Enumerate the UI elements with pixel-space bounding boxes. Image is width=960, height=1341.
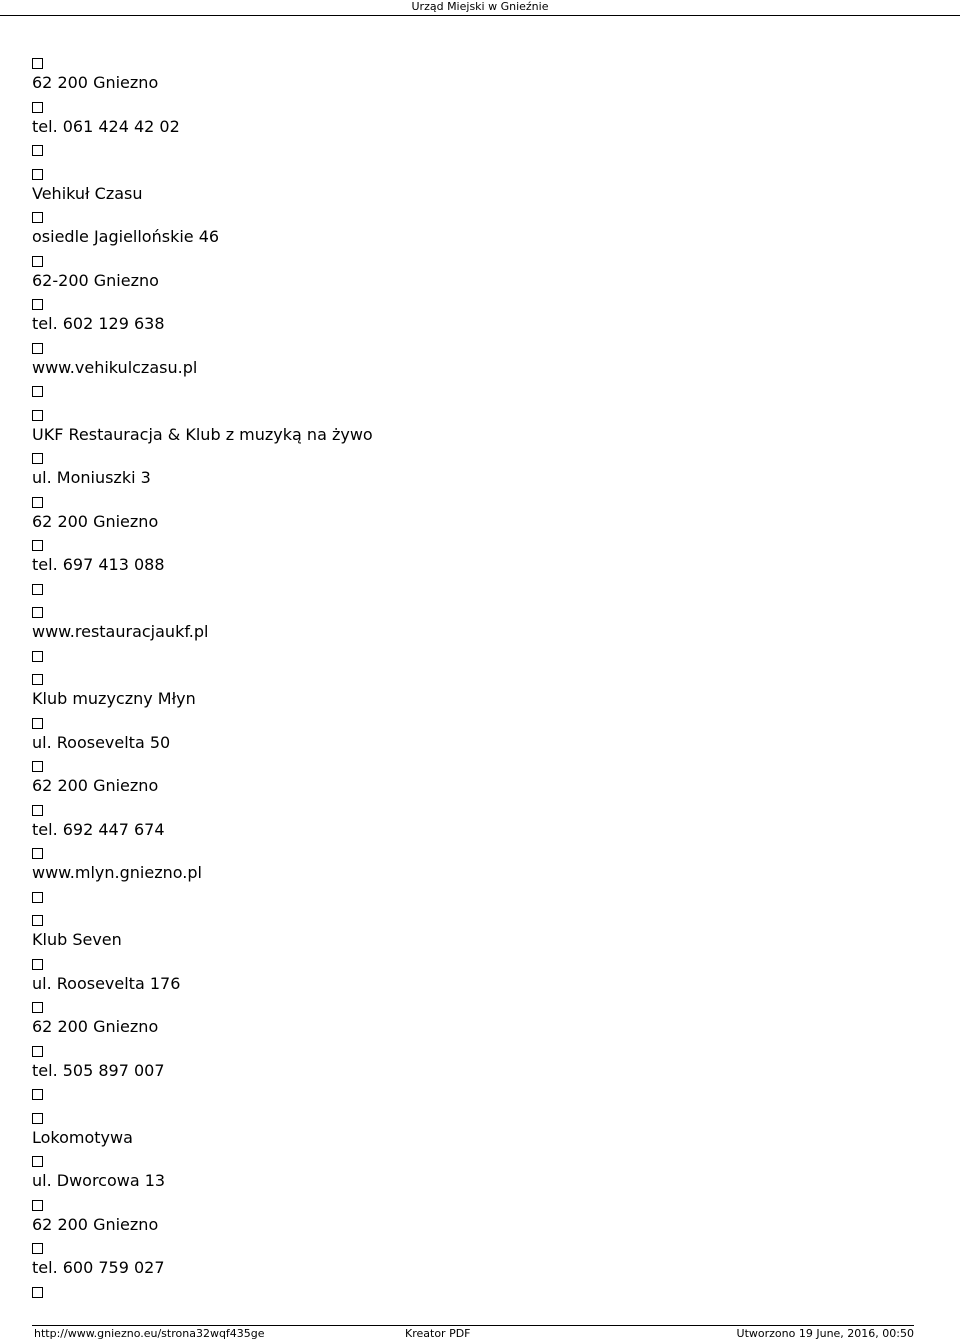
list-item [32, 959, 940, 1000]
bullet-square-icon [32, 343, 43, 354]
list-item [32, 584, 940, 605]
list-item [32, 1089, 940, 1110]
bullet-square-icon [32, 607, 43, 618]
list-item [32, 453, 940, 494]
bullet-square-icon [32, 212, 43, 223]
page-header [0, 0, 960, 16]
list-item-text: ul. Roosevelta 176 [32, 973, 181, 993]
list-item [32, 299, 940, 340]
list-item-text: Lokomotywa [32, 1127, 133, 1147]
footer-creator: Kreator PDF [405, 1327, 471, 1340]
bullet-square-icon [32, 674, 43, 685]
list-item-text: tel. 600 759 027 [32, 1258, 165, 1277]
list-item [32, 1113, 940, 1154]
list-item [32, 607, 940, 648]
bullet-square-icon [32, 497, 43, 508]
list-item [32, 761, 940, 802]
list-item [32, 892, 940, 913]
bullet-square-icon [32, 761, 43, 772]
bullet-square-icon [32, 256, 43, 267]
bullet-square-icon [32, 1113, 43, 1124]
list-item [32, 1046, 940, 1087]
list-item-text: www.restauracjaukf.pl [32, 622, 209, 641]
list-item-text: 62 200 Gniezno [32, 73, 159, 92]
bullet-square-icon [32, 1156, 43, 1167]
list-item-text: 62 200 Gniezno [32, 1017, 159, 1036]
bullet-square-icon [32, 410, 43, 421]
bullet-square-icon [32, 915, 43, 926]
footer-created-date: Utworzono 19 June, 2016, 00:50 [736, 1327, 914, 1340]
list-item-text: www.vehikulczasu.pl [32, 357, 198, 377]
document-body [32, 55, 940, 1307]
list-item [32, 915, 940, 956]
list-item-text: ul. Moniuszki 3 [32, 468, 151, 487]
list-item-text: 62 200 Gniezno [32, 776, 159, 795]
list-item [32, 805, 940, 846]
list-item [32, 1243, 940, 1284]
bullet-square-icon [32, 805, 43, 816]
list-item-text: Klub Seven [32, 930, 122, 949]
list-item-text: tel. 697 413 088 [32, 555, 165, 574]
list-item [32, 169, 940, 210]
list-item [32, 1287, 940, 1308]
list-item [32, 102, 940, 143]
list-item [32, 410, 940, 451]
list-item-text: 62 200 Gniezno [32, 511, 159, 531]
bullet-square-icon [32, 102, 43, 113]
list-item-text: www.mlyn.gniezno.pl [32, 863, 202, 882]
list-item-text: UKF Restauracja & Klub z muzyką na żywo [32, 424, 373, 444]
list-item-text: Vehikuł Czasu [32, 183, 143, 203]
bullet-square-icon [32, 892, 43, 903]
footer-url: http://www.gniezno.eu/strona32wqf435ge [34, 1327, 265, 1340]
bullet-square-icon [32, 1243, 43, 1254]
bullet-square-icon [32, 1002, 43, 1013]
list-item-text: ul. Dworcowa 13 [32, 1171, 166, 1190]
list-item-text: ul. Roosevelta 50 [32, 732, 171, 752]
bullet-square-icon [32, 1089, 43, 1100]
bullet-square-icon [32, 169, 43, 180]
bullet-square-icon [32, 299, 43, 310]
list-item [32, 1200, 940, 1241]
list-item [32, 145, 940, 166]
list-item-text: tel. 061 424 42 02 [32, 116, 180, 136]
list-item [32, 497, 940, 538]
list-item [32, 256, 940, 297]
bullet-square-icon [32, 145, 43, 156]
bullet-square-icon [32, 58, 43, 69]
bullet-square-icon [32, 453, 43, 464]
list-item-text: tel. 692 447 674 [32, 819, 165, 839]
bullet-square-icon [32, 651, 43, 662]
list-item-text: 62-200 Gniezno [32, 270, 159, 290]
list-item-text: osiedle Jagiellońskie 46 [32, 227, 220, 246]
header-title: Urząd Miejski w Gnieźnie [411, 0, 549, 13]
list-item [32, 1156, 940, 1197]
page-footer [32, 1325, 914, 1341]
list-item-text: tel. 505 897 007 [32, 1060, 165, 1080]
list-item [32, 386, 940, 407]
list-item [32, 212, 940, 253]
list-item [32, 651, 940, 672]
bullet-square-icon [32, 848, 43, 859]
list-item [32, 1002, 940, 1043]
bullet-square-icon [32, 1200, 43, 1211]
list-item [32, 848, 940, 889]
bullet-square-icon [32, 1046, 43, 1057]
list-item [32, 343, 940, 384]
list-item [32, 540, 940, 581]
list-item-text: tel. 602 129 638 [32, 314, 165, 333]
bullet-square-icon [32, 584, 43, 595]
bullet-square-icon [32, 540, 43, 551]
bullet-square-icon [32, 718, 43, 729]
list-item [32, 58, 940, 99]
list-item-text: Klub muzyczny Młyn [32, 689, 196, 708]
bullet-square-icon [32, 1287, 43, 1298]
bullet-square-icon [32, 959, 43, 970]
list-item [32, 674, 940, 715]
list-item-text: 62 200 Gniezno [32, 1214, 159, 1234]
bullet-square-icon [32, 386, 43, 397]
list-item [32, 718, 940, 759]
